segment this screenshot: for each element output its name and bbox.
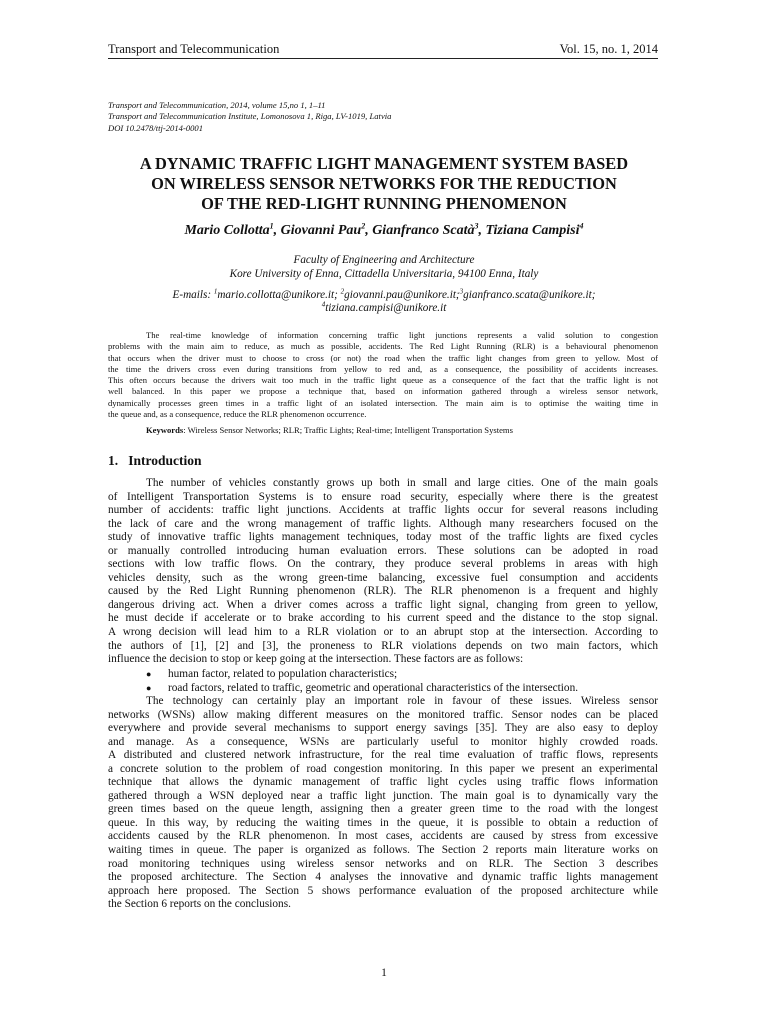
text-line: the authors of [1], [2] and [3], the proneness to RLR violations depends on two main factors, which — [108, 639, 658, 652]
email-block — [100, 289, 668, 315]
text-line: and manage. As a consequence, WSNs are particularly useful to monitor highly crowded roads. — [108, 735, 658, 748]
doi-line: DOI 10.2478/ttj-2014-0001 — [108, 122, 204, 133]
intro-paragraph-1 — [108, 477, 658, 667]
text-line: The technology can certainly play an important role in favour of these issues. Wireless sensor — [146, 695, 658, 707]
text-line: or manually controlled introducing human evaluation errors. These solutions can be adopted in road — [108, 544, 658, 557]
faculty-line: Faculty of Engineering and Architecture — [293, 254, 475, 266]
email-line — [100, 289, 668, 302]
text-line: dangerous driving act. When a driver comes across a traffic light signal, changing from green to yellow, — [108, 598, 658, 611]
author-separator: , — [478, 223, 486, 238]
university-line: Kore University of Enna, Cittadella Universitaria, 94100 Enna, Italy — [229, 268, 539, 280]
section-heading-introduction — [108, 452, 202, 469]
text-line: queue. In this way, by reducing the waiting times in the queue, it is possible to obtain a reduction of — [108, 816, 658, 829]
author-list — [100, 222, 668, 240]
author-name: Tiziana Campisi — [485, 223, 580, 238]
text-line: A distributed and clustered network infrastructure, for the real time evaluation of traffic flows, represents — [108, 749, 658, 762]
text-line: networks (WSNs) allow making different measures on the monitored traffic. Sensor nodes can be placed — [108, 708, 658, 721]
affiliation-mark: 1 — [269, 221, 274, 231]
abstract — [108, 330, 658, 420]
text-line: A wrong decision will lead him to a RLR violation or to an abrupt stop at the intersection. According to — [108, 626, 658, 639]
title-line: OF THE RED-LIGHT RUNNING PHENOMENON — [201, 194, 567, 213]
citation-block — [108, 100, 668, 134]
text-line: the Section 6 reports on the conclusions. — [108, 898, 291, 911]
citation-line: Transport and Telecommunication Institute, Lomonosova 1, Riga, LV-1019, Latvia — [108, 111, 392, 122]
section-title: Introduction — [128, 453, 202, 468]
author-separator: , — [365, 223, 373, 238]
email-mark: 3 — [459, 287, 464, 296]
text-line: green times based on the queue length, assigning then a greater green time to the road with the longest — [108, 803, 658, 816]
author-separator: , — [273, 223, 281, 238]
header-rule — [108, 58, 658, 59]
abstract-line: that occurs when the driver must to choose to cross (or not) the road when the traffic light changes from green to yellow. Most of — [108, 352, 658, 363]
paper-title — [100, 154, 668, 214]
bullet-icon: ● — [146, 682, 152, 693]
text-line: approach here proposed. The Section 5 shows performance evaluation of the proposed architecture while — [108, 884, 658, 897]
page-number: 1 — [381, 967, 387, 979]
affiliation-block — [100, 253, 668, 281]
affiliation-mark: 3 — [474, 221, 479, 231]
text-line: of Intelligent Transportation Systems is to ensure road security, especially where there is the greatest — [108, 490, 658, 503]
text-line: influence the decision to stop or keep going at the intersection. These factors are as follows: — [108, 653, 524, 666]
section-number: 1. — [108, 453, 119, 468]
author-name: Gianfranco Scatà — [372, 223, 475, 238]
keywords-label: Keywords — [146, 425, 184, 435]
journal-name: Transport and Telecommunication — [108, 42, 280, 56]
title-line: A DYNAMIC TRAFFIC LIGHT MANAGEMENT SYSTEM BASED — [139, 154, 629, 173]
keywords-line — [146, 425, 658, 436]
running-head — [108, 41, 658, 57]
email-mark: 2 — [340, 287, 345, 296]
list-item-text: human factor, related to population characteristics; — [168, 668, 398, 680]
text-line: The number of vehicles constantly grows up both in small and large cities. One of the main goals — [146, 477, 658, 489]
text-line: number of accidents: traffic light junctions. Accidents at traffic lights occur for several reasons including — [108, 504, 658, 517]
text-line: everywhere and provide several mechanisms to support energy savings [35]. They are also easy to deploy — [108, 722, 658, 735]
intro-paragraph-2 — [108, 695, 658, 912]
text-line: accidents caused by the RLR phenomenon. In most cases, accidents are caused by stress from excessive — [108, 830, 658, 843]
list-item-text: road factors, related to traffic, geometric and operational characteristics of the intersection. — [168, 681, 579, 694]
text-line: gathered through a WSN deployed near a traffic light junction. The main goal is to dynamically vary the — [108, 789, 658, 802]
abstract-line: problems with the main aim to reduce, as much as possible, accidents. The Red Light Running (RLR) is a behavioural phenomenon — [108, 341, 658, 352]
email-link[interactable]: gianfranco.scata@unikore.it; — [463, 289, 596, 301]
email-link[interactable]: tiziana.campisi@unikore.it — [325, 302, 447, 314]
text-line: sections with low traffic flows. On the contrary, they produce several problems in areas with high — [108, 558, 658, 571]
email-link[interactable]: mario.collotta@unikore.it; — [217, 289, 341, 301]
author-name: Giovanni Pau — [280, 223, 362, 238]
text-line: caused by the Red Light Running phenomenon (RLR). The RLR phenomenon is a frequent and highly — [108, 585, 658, 598]
email-link[interactable]: giovanni.pau@unikore.it; — [344, 289, 460, 301]
list-item — [146, 668, 658, 682]
text-line: study of innovative traffic lights management techniques, today most of the traffic lights are fixed cycles — [108, 531, 658, 544]
citation-line: Transport and Telecommunication, 2014, volume 15,no 1, 1–11 — [108, 100, 326, 110]
text-line: road monitoring techniques using wireless sensor networks and on RLR. The Section 3 describes — [108, 857, 658, 870]
text-line: the proposed architecture. The Section 4 analyses the innovative and dynamic traffic lights management — [108, 871, 658, 884]
text-line: he must decide if accelerate or to brake according to his current speed and the distance to the stop signal. — [108, 612, 658, 625]
affiliation-mark: 2 — [361, 221, 366, 231]
abstract-line: well balanced. In this paper we propose a technique that, based on information gathered through a wireless sensor network, — [108, 386, 658, 397]
email-mark: 4 — [321, 300, 326, 309]
volume-info: Vol. 15, no. 1, 2014 — [559, 42, 658, 56]
affiliation-mark: 4 — [579, 221, 584, 231]
list-item — [146, 682, 658, 696]
text-line: technique that allows the dynamic management of traffic light cycles using traffic flows information — [108, 776, 658, 789]
abstract-line: the time the drivers cross even during transitions from yellow to red and, as a consequence, the possibility of accidents increases. — [108, 363, 658, 374]
keywords-text: : Wireless Sensor Networks; RLR; Traffic Lights; Real-time; Intelligent Transportation Systems — [183, 425, 513, 435]
text-line: vehicles density, such as the wrong green-time balancing, excessive fuel consumption and accidents — [108, 571, 658, 584]
abstract-line: the queue and, as a consequence, reduce the RLR phenomenon occurrence. — [108, 409, 367, 420]
abstract-line: This often occurs because the drivers wait too much in the traffic light queue as a consequence of the fact that the traffic light is not — [108, 375, 658, 386]
title-line: ON WIRELESS SENSOR NETWORKS FOR THE REDUCTION — [151, 174, 617, 193]
bullet-icon: ● — [146, 669, 152, 679]
email-line — [100, 302, 668, 315]
author-name: Mario Collotta — [184, 223, 270, 238]
abstract-line: The real-time knowledge of information concerning traffic light junctions represents a valid solution to congestion — [146, 330, 658, 340]
text-line: the lack of care and the wrong management of traffic lights. Although many researchers focused on the — [108, 517, 658, 530]
text-line: a concrete solution to the problem of road congestion monitoring. In this paper we present an experimental — [108, 762, 658, 775]
email-mark: 1 — [213, 287, 218, 296]
text-line: waiting times in queue. The paper is organized as follows. The Section 2 reports main literature works on — [108, 844, 658, 857]
email-label: E-mails: — [172, 289, 214, 301]
abstract-line: dynamically processes green times in a traffic light of an isolated intersection. The main aim is to optimise the waiting time in — [108, 397, 658, 408]
factor-list — [146, 668, 658, 695]
